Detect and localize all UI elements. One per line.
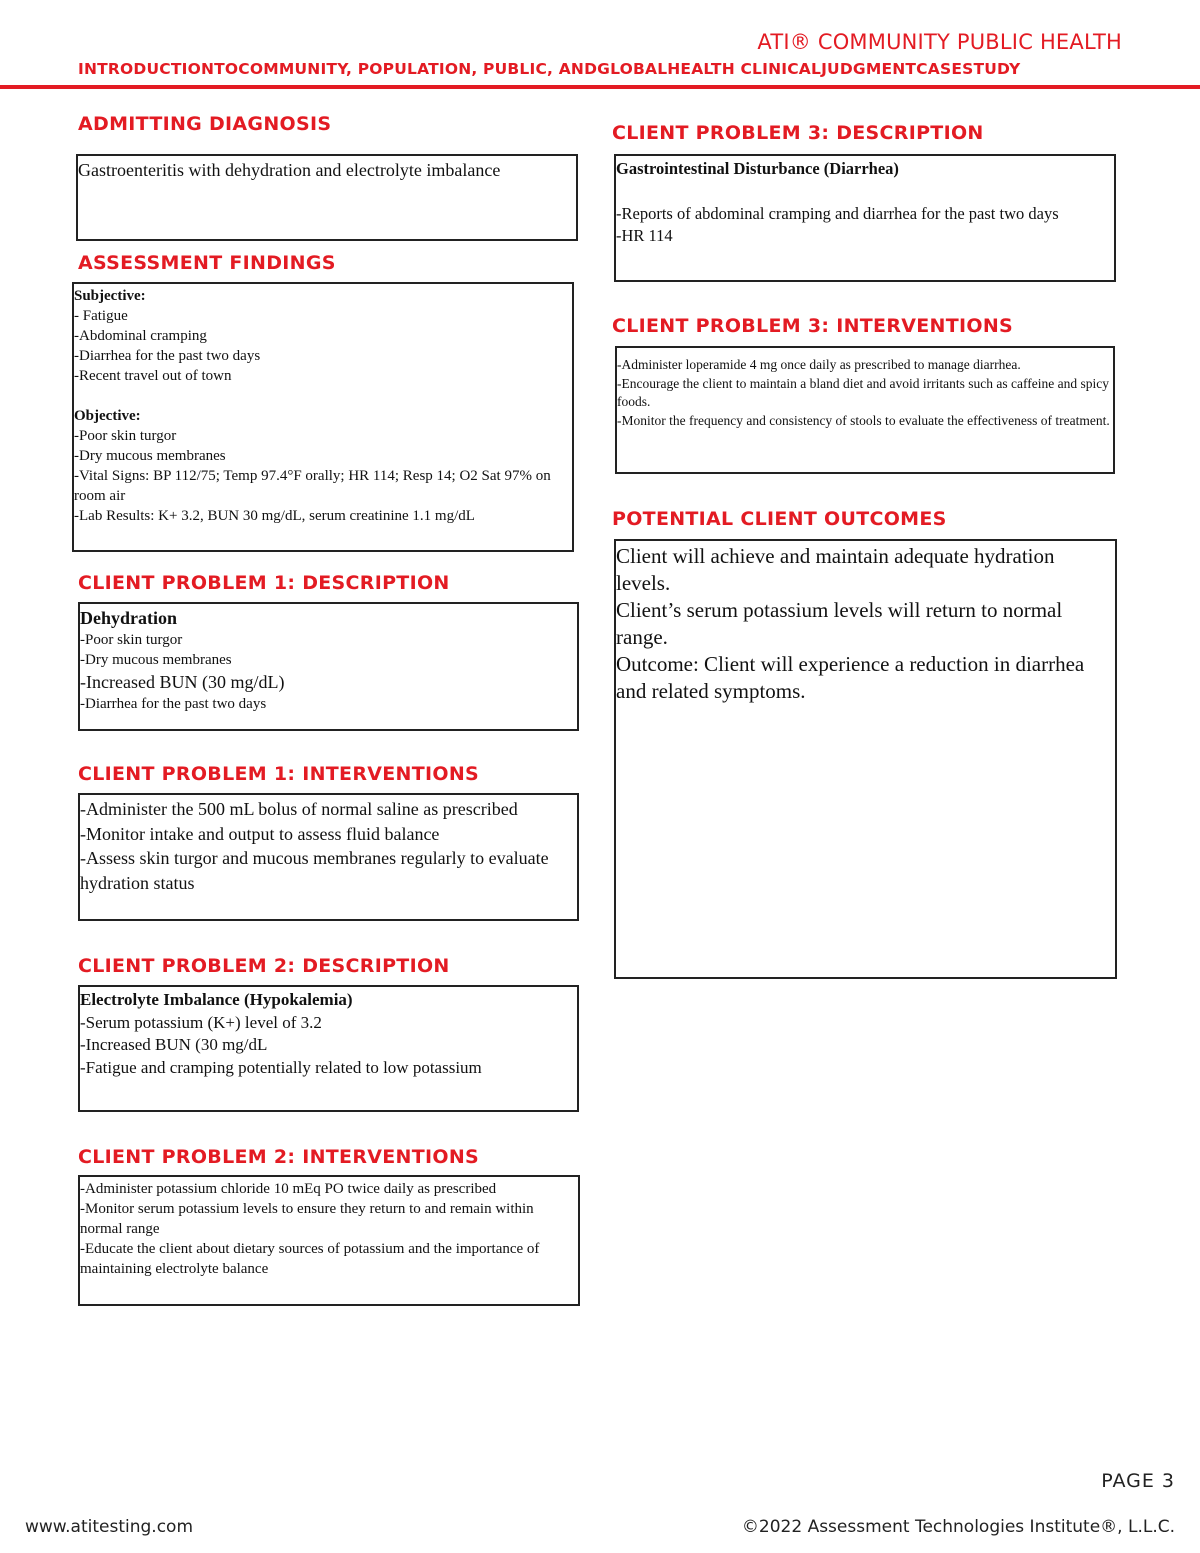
problem3-interventions-box [615,346,1115,474]
problem2-intervention: -Monitor serum potassium levels to ensure they return to and remain within normal range [80,1201,534,1237]
problem1-description-box [78,602,579,731]
problem3-intervention: -Administer loperamide 4 mg once daily as prescribed to manage diarrhea. [617,357,1021,372]
admitting-diagnosis-box [76,154,578,241]
outcome-item: Outcome: Client will experience a reduction in diarrhea and related symptoms. [616,652,1085,703]
problem2-item: -Increased BUN (30 mg/dL [80,1035,268,1054]
assessment-findings-title: ASSESSMENT FINDINGS [78,252,336,274]
admitting-diagnosis-title: ADMITTING DIAGNOSIS [78,113,332,135]
problem3-heading: Gastrointestinal Disturbance (Diarrhea) [616,159,899,178]
problem3-item: -HR 114 [616,226,673,245]
subjective-item: - Fatigue [74,308,128,324]
problem1-item: -Dry mucous membranes [80,652,232,668]
problem3-interventions-title: CLIENT PROBLEM 3: INTERVENTIONS [612,315,1013,337]
header-subtitle: INTRODUCTIONTOCOMMUNITY, POPULATION, PUBLIC, ANDGLOBALHEALTH CLINICALJUDGMENTCASESTUDY [78,60,1021,78]
problem1-interventions-box [78,793,579,921]
problem3-intervention: -Encourage the client to maintain a bland diet and avoid irritants such as caffeine and spicy foods. [617,375,1109,409]
problem2-description-title: CLIENT PROBLEM 2: DESCRIPTION [78,955,450,977]
assessment-findings-box [72,282,574,552]
potential-outcomes-box [614,539,1117,979]
problem2-intervention: -Administer potassium chloride 10 mEq PO twice daily as prescribed [80,1181,497,1197]
problem1-intervention: -Assess skin turgor and mucous membranes regularly to evaluate hydration status [80,848,549,893]
footer-copyright: ©2022 Assessment Technologies Institute®, L.L.C. [741,1517,1175,1537]
outcome-item: Client will achieve and maintain adequate hydration levels. [616,544,1055,595]
problem1-item: -Poor skin turgor [80,632,183,648]
problem3-description-title: CLIENT PROBLEM 3: DESCRIPTION [612,122,984,144]
header-rule [0,85,1200,89]
problem3-description-box [614,154,1116,282]
spacer [74,386,569,406]
problem1-description-title: CLIENT PROBLEM 1: DESCRIPTION [78,572,450,594]
problem3-item: -Reports of abdominal cramping and diarrhea for the past two days [616,203,1059,223]
problem1-item: -Increased BUN (30 mg/dL) [80,672,285,692]
problem1-intervention: -Monitor intake and output to assess fluid balance [80,823,440,844]
problem2-item: -Serum potassium (K+) level of 3.2 [80,1012,322,1032]
subjective-item: -Recent travel out of town [74,368,232,384]
header-title: ATI® COMMUNITY PUBLIC HEALTH [757,30,1122,54]
objective-item: -Vital Signs: BP 112/75; Temp 97.4°F orally; HR 114; Resp 14; O2 Sat 97% on room air [74,468,551,504]
subjective-item: -Diarrhea for the past two days [74,348,261,364]
subjective-heading: Subjective: [74,288,146,304]
admitting-diagnosis-text: Gastroenteritis with dehydration and electrolyte imbalance [78,160,501,180]
page-number: PAGE 3 [1101,1470,1175,1492]
problem2-heading: Electrolyte Imbalance (Hypokalemia) [80,990,353,1009]
problem1-heading: Dehydration [80,608,178,628]
problem2-interventions-box [78,1175,580,1306]
problem1-interventions-title: CLIENT PROBLEM 1: INTERVENTIONS [78,763,479,785]
spacer [616,181,1111,203]
problem3-intervention: -Monitor the frequency and consistency of stools to evaluate the effectiveness of treatment. [617,412,1110,428]
objective-item: -Poor skin turgor [74,428,177,444]
potential-outcomes-title: POTENTIAL CLIENT OUTCOMES [612,508,947,530]
objective-item: -Lab Results: K+ 3.2, BUN 30 mg/dL, serum creatinine 1.1 mg/dL [74,508,475,524]
problem1-intervention: -Administer the 500 mL bolus of normal saline as prescribed [80,799,518,819]
objective-item: -Dry mucous membranes [74,448,226,464]
footer-url: www.atitesting.com [25,1517,194,1537]
outcome-item: Client’s serum potassium levels will return to normal range. [616,598,1063,649]
subjective-item: -Abdominal cramping [74,328,207,344]
problem2-interventions-title: CLIENT PROBLEM 2: INTERVENTIONS [78,1146,479,1168]
problem1-item: -Diarrhea for the past two days [80,696,267,712]
problem2-intervention: -Educate the client about dietary sources of potassium and the importance of maintaining electrolyte balance [80,1241,540,1277]
problem2-description-box [78,985,579,1112]
problem2-item: -Fatigue and cramping potentially related to low potassium [80,1057,482,1077]
objective-heading: Objective: [74,408,141,424]
